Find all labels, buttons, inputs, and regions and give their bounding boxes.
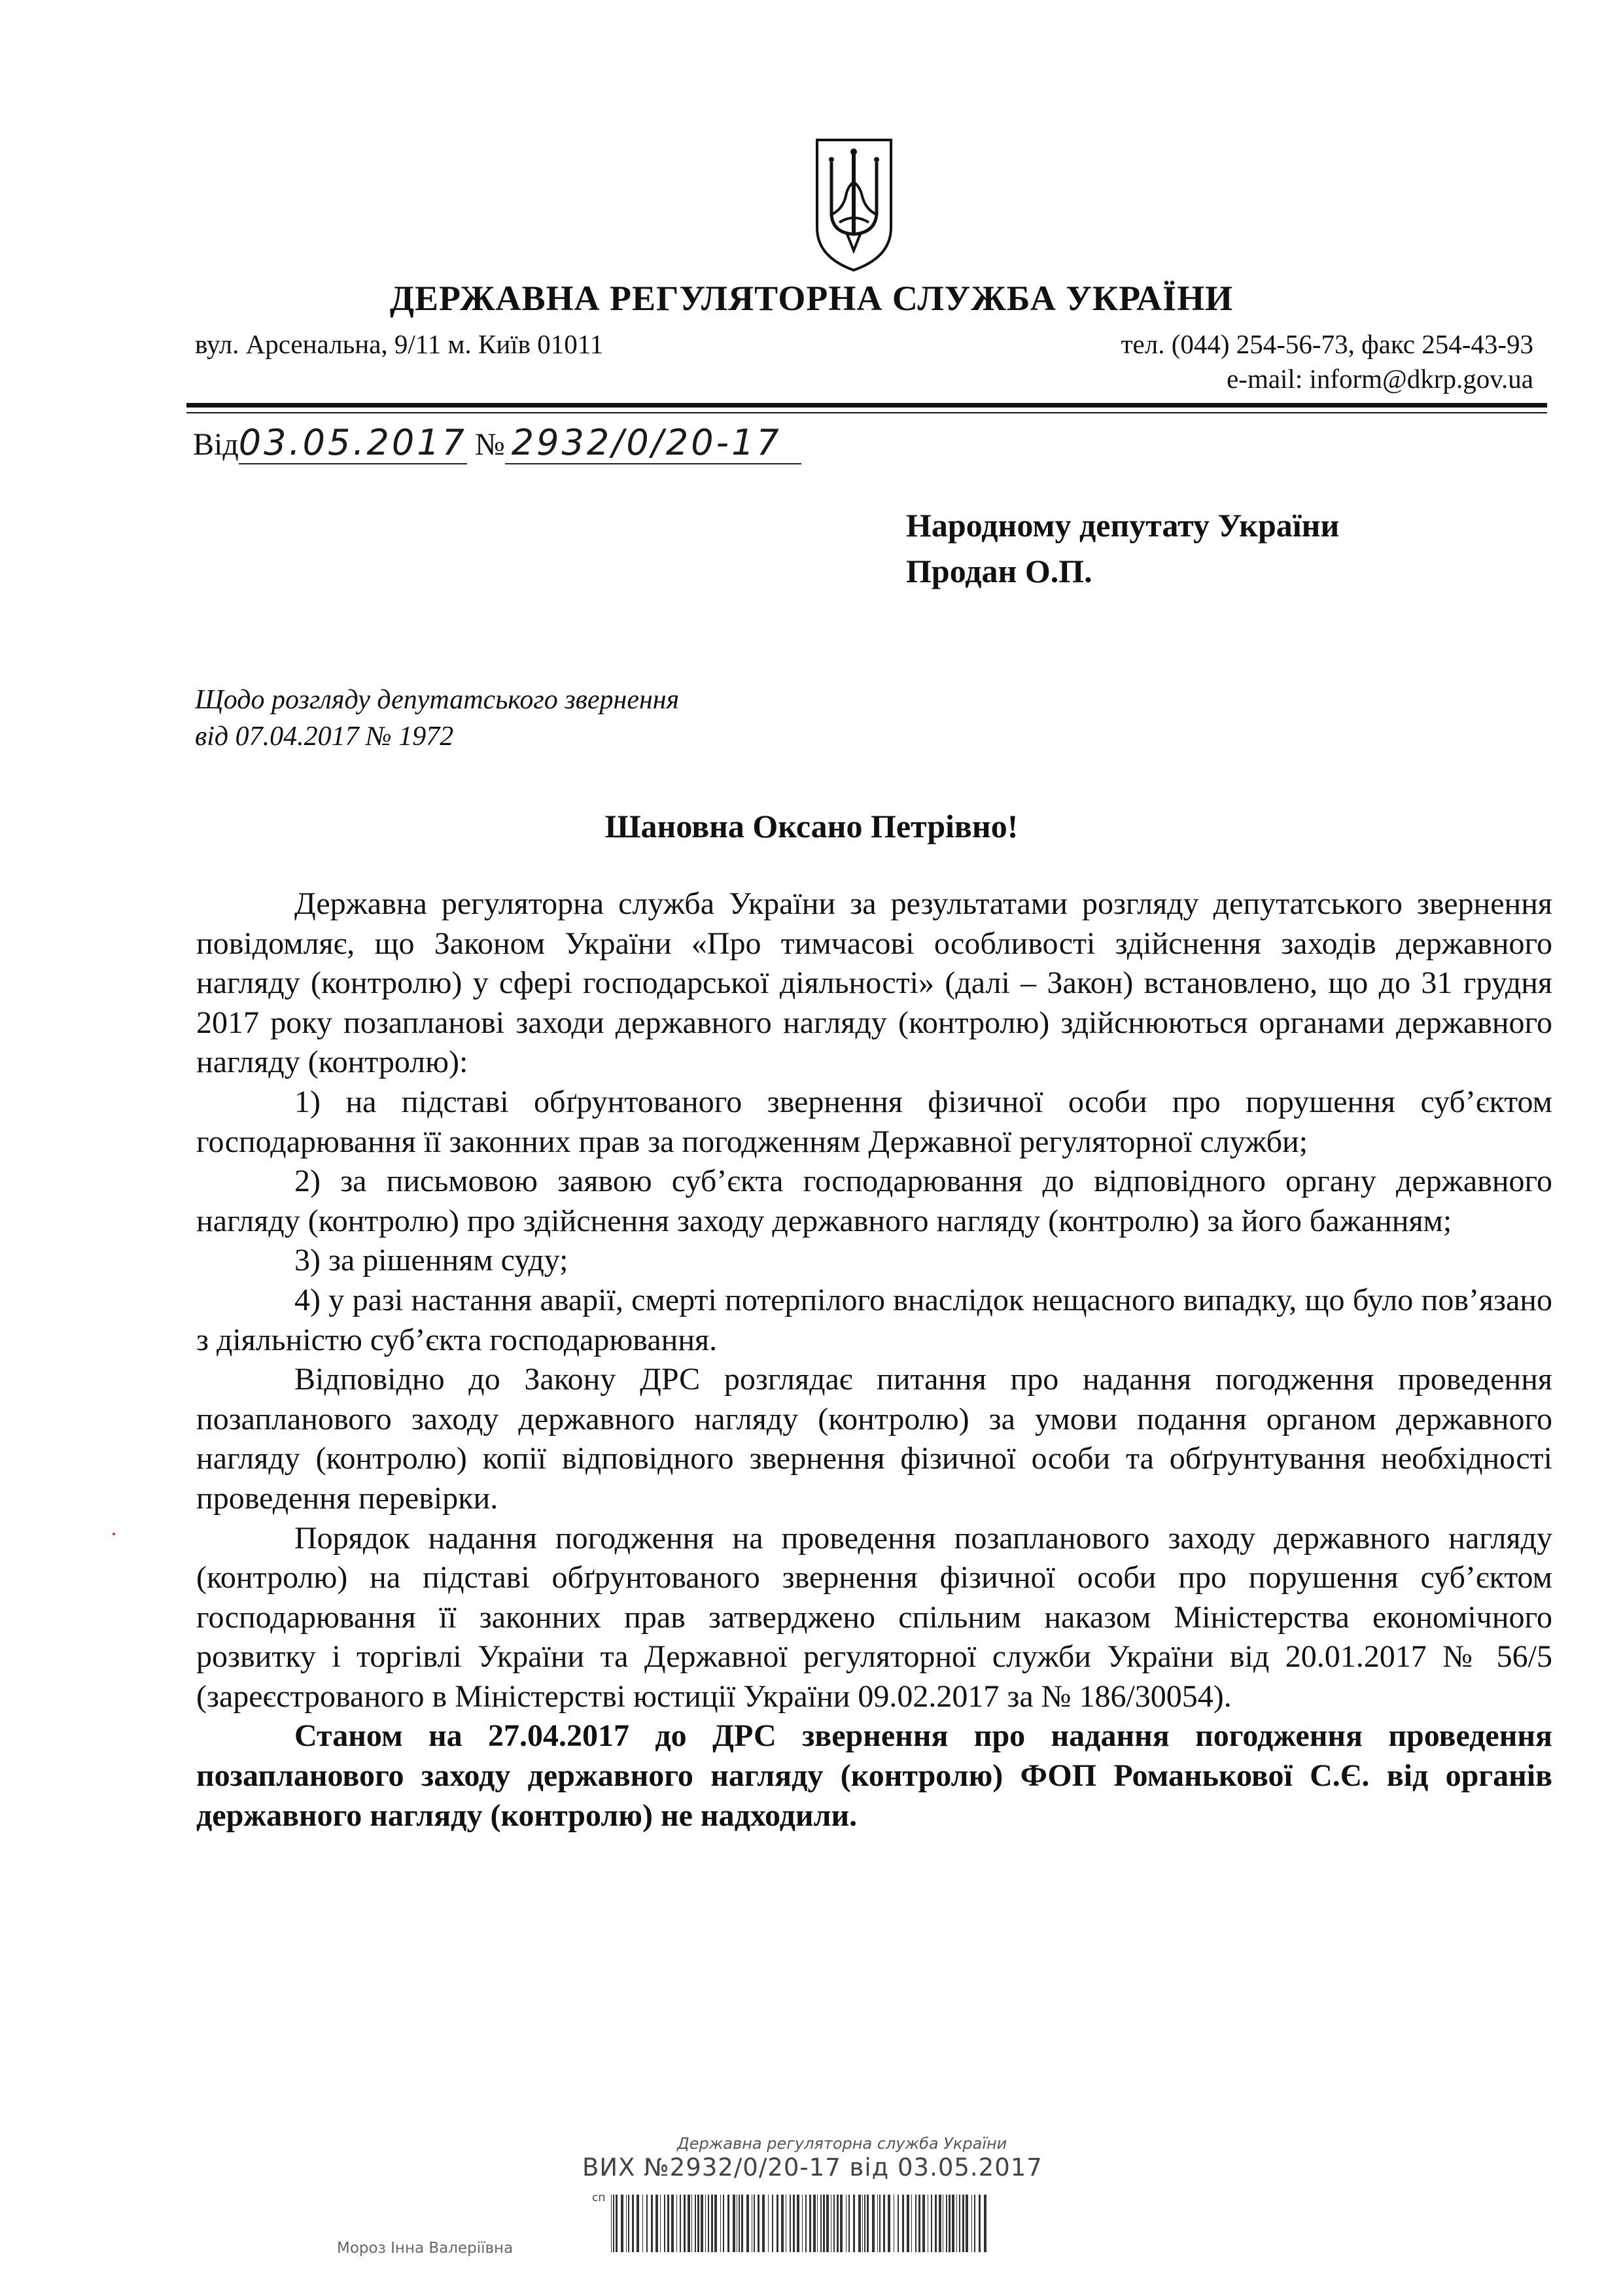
barcode-bar	[758, 2195, 759, 2252]
body-paragraph-4-bold: Станом на 27.04.2017 до ДРС звернення про надання погодження проведення позапланового заходу державного нагляду (контролю) ФОП Романькової С.Є. від органів державного нагляду (контролю) не надходили.	[196, 1718, 1552, 1833]
registration-date-label: Від	[193, 427, 239, 462]
barcode-bar	[797, 2195, 799, 2252]
barcode-bar	[688, 2195, 690, 2252]
barcode-bar	[984, 2195, 986, 2252]
addressee-title: Народному депутату України	[906, 507, 1340, 544]
barcode-bar	[733, 2195, 735, 2252]
body-paragraph-1: Державна регуляторна служба України за результатами розгляду депутатського звернення повідомляє, що Законом України «Про тимчасові особливості здійснення заходів державного нагляду (контролю) у сфері господарської діяльності» (далі – Закон) встановлено, що до 31 грудня 2017 року позапланові заходи державного нагляду (контролю) здійснюються органами державного нагляду (контролю):	[196, 886, 1552, 1080]
subject-line-2: від 07.04.2017 № 1972	[195, 722, 454, 752]
barcode-bar	[651, 2195, 653, 2252]
barcode-bar	[915, 2195, 916, 2252]
barcode-bar	[684, 2195, 686, 2252]
barcode-bar	[809, 2195, 811, 2252]
barcode-bar	[902, 2195, 904, 2252]
registration-date: 03.05.2017	[238, 422, 467, 463]
barcode-bar	[676, 2195, 677, 2252]
addressee-block	[906, 502, 1339, 594]
barcode-bar	[837, 2195, 839, 2252]
barcode-bar	[626, 2195, 627, 2252]
barcode-bar	[746, 2195, 749, 2252]
barcode-bar	[931, 2195, 932, 2252]
barcode-bar	[820, 2195, 822, 2252]
barcode-bar	[762, 2195, 765, 2252]
list-item-3: 3) за рішенням суду;	[294, 1243, 568, 1278]
barcode-bar	[935, 2195, 937, 2252]
barcode-bar	[714, 2195, 717, 2252]
barcode-bar	[974, 2195, 975, 2252]
barcode-bar	[858, 2195, 861, 2252]
barcode-bar	[802, 2195, 803, 2252]
barcode-bar	[966, 2195, 968, 2252]
barcode-bar	[826, 2195, 829, 2252]
organization-email: e-mail: inform@dkrp.gov.ua	[1227, 364, 1533, 394]
barcode-bar	[949, 2195, 951, 2252]
barcode-bar	[680, 2195, 681, 2252]
barcode-bar	[911, 2195, 912, 2252]
barcode-bar	[611, 2195, 612, 2252]
barcode-bar	[646, 2195, 648, 2252]
barcode-bar	[959, 2195, 960, 2252]
barcode-bar	[805, 2195, 807, 2252]
barcode-bar	[883, 2195, 885, 2252]
coat-of-arms-icon	[813, 136, 895, 273]
barcode-bar	[628, 2195, 629, 2252]
barcode-bar	[888, 2195, 890, 2252]
barcode-bar	[833, 2195, 835, 2252]
barcode-bar	[613, 2195, 614, 2252]
barcode-bar	[777, 2195, 778, 2252]
list-item-1: 1) на підставі обґрунтованого звернення фізичної особи про порушення суб’єктом господарювання її законних прав за погодженням Державної регуляторної служби;	[196, 1084, 1552, 1159]
registration-number: 2932/0/20-17	[511, 422, 782, 463]
barcode-bar	[705, 2195, 706, 2252]
organization-title: ДЕРЖАВНА РЕГУЛЯТОРНА СЛУЖБА УКРАЇНИ	[389, 279, 1234, 318]
stray-mark	[113, 1533, 115, 1535]
barcode-bar	[632, 2195, 634, 2252]
barcode-bar	[793, 2195, 795, 2252]
barcode-bar	[862, 2195, 863, 2252]
barcode	[608, 2189, 989, 2255]
barcode-bar	[946, 2195, 947, 2252]
stamp-sp-mark: сп	[592, 2191, 606, 2204]
subject-line-1: Щодо розгляду депутатського звернення	[195, 685, 680, 715]
barcode-bar	[655, 2195, 658, 2252]
header-divider-thin	[186, 412, 1547, 413]
barcode-bar	[853, 2195, 855, 2252]
barcode-bar	[781, 2195, 784, 2252]
barcode-bar	[754, 2195, 755, 2252]
barcode-bar	[817, 2195, 818, 2252]
barcode-bar	[907, 2195, 909, 2252]
barcode-bar	[671, 2195, 674, 2252]
barcode-bar	[864, 2195, 865, 2252]
barcode-bar	[642, 2195, 643, 2252]
barcode-bar	[956, 2195, 957, 2252]
barcode-bar	[691, 2195, 692, 2252]
barcode-bar	[872, 2195, 875, 2252]
barcode-bar	[701, 2195, 703, 2252]
organization-address: вул. Арсенальна, 9/11 м. Київ 01011	[195, 329, 604, 359]
barcode-bar	[727, 2195, 729, 2252]
header-divider	[186, 403, 1547, 408]
barcode-bar	[637, 2195, 639, 2252]
body-paragraph-3: Порядок надання погодження на проведення позапланового заходу державного нагляду (контролю) на підставі обґрунтованого звернення фізичної особи про порушення суб’єктом господарювання її законних прав затверджено спільним наказом Міністерства економічного розвитку і торгівлі України та Державної регуляторної служби України від 20.01.2017 № 56/5 (зареєстрованого в Міністерстві юстиції України 09.02.2017 за № 186/30054).	[196, 1520, 1552, 1714]
barcode-bar	[772, 2195, 773, 2252]
barcode-bar	[823, 2195, 825, 2252]
performer-name: Мороз Інна Валеріївна	[337, 2240, 514, 2257]
barcode-bar	[898, 2195, 899, 2252]
barcode-bar	[768, 2195, 769, 2252]
barcode-bar	[616, 2195, 618, 2252]
barcode-bar	[922, 2195, 925, 2252]
barcode-bar	[739, 2195, 740, 2252]
registration-number-label: №	[474, 427, 505, 462]
addressee-name: Продан О.П.	[906, 553, 1092, 589]
barcode-bar	[667, 2195, 669, 2252]
barcode-bar	[813, 2195, 816, 2252]
greeting: Шановна Оксано Петрівно!	[604, 808, 1019, 844]
barcode-bar	[697, 2195, 699, 2252]
organization-phone-fax: тел. (044) 254-56-73, факс 254-43-93	[1121, 329, 1533, 359]
barcode-bar	[621, 2195, 623, 2252]
list-item-4: 4) у разі настання аварії, смерті потерпілого внаслідок нещасного випадку, що було пов’язано з діяльністю суб’єкта господарювання.	[196, 1282, 1552, 1357]
barcode-bar	[979, 2195, 981, 2252]
barcode-bar	[741, 2195, 743, 2252]
barcode-bar	[971, 2195, 972, 2252]
barcode-bar	[695, 2195, 696, 2252]
barcode-bar	[708, 2195, 709, 2252]
barcode-bar	[879, 2195, 881, 2252]
barcode-bar	[952, 2195, 954, 2252]
barcode-bar	[877, 2195, 878, 2252]
barcode-bar	[848, 2195, 850, 2252]
list-item-2: 2) за письмовою заявою суб’єкта господарювання до відповідного органу державного нагляду (контролю) про здійснення заходу державного нагляду (контролю) за його бажанням;	[196, 1164, 1552, 1238]
barcode-bar	[660, 2195, 661, 2252]
stamp-outgoing-number: ВИХ №2932/0/20-17 від 03.05.2017	[582, 2153, 1043, 2182]
barcode-bar	[720, 2195, 721, 2252]
letter-body	[196, 884, 1552, 1835]
barcode-bar	[918, 2195, 920, 2252]
subject-block	[195, 682, 679, 755]
barcode-bar	[723, 2195, 724, 2252]
body-paragraph-2: Відповідно до Закону ДРС розглядає питання про надання погодження проведення позапланового заходу державного нагляду (контролю) за умови подання органом державного нагляду (контролю) копії відповідного звернення фізичної особи та обґрунтування необхідності проведення перевірки.	[196, 1362, 1552, 1516]
barcode-bar	[790, 2195, 791, 2252]
barcode-bar	[962, 2195, 964, 2252]
barcode-bar	[867, 2195, 869, 2252]
registration-line	[193, 422, 801, 464]
barcode-bar	[939, 2195, 941, 2252]
barcode-bar	[664, 2195, 665, 2252]
barcode-bar	[840, 2195, 843, 2252]
barcode-bar	[711, 2195, 713, 2252]
stamp-organization: Державна регуляторна служба України	[677, 2134, 1007, 2153]
